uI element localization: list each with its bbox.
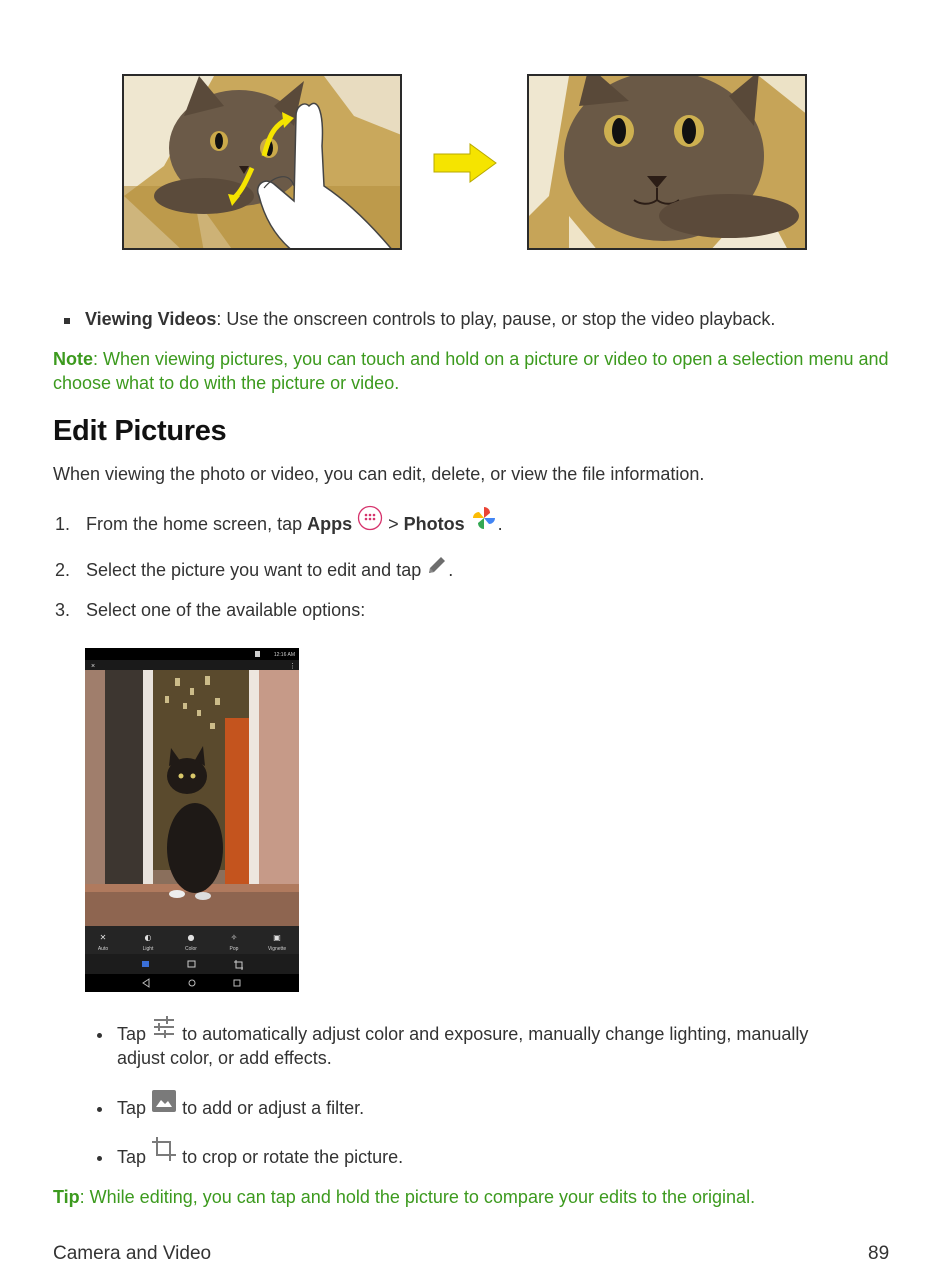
crop-icon: [151, 1136, 177, 1162]
note-label: Note: [53, 349, 93, 369]
step-number: 2.: [55, 560, 71, 580]
tool-label: Auto: [97, 946, 109, 952]
tip-paragraph: [53, 1185, 913, 1209]
option-tune-text2: adjust color, or add effects.: [117, 1048, 332, 1068]
tune-tab-icon[interactable]: [142, 961, 149, 967]
cat-photo-before: [122, 74, 402, 250]
step-number: 3.: [55, 600, 71, 620]
tool-label: Vignette: [267, 946, 287, 952]
filter-icon: [151, 1089, 177, 1113]
note-text: : When viewing pictures, you can touch and hold on a picture or video to open a selection menu and choose what to do with the picture or video.: [53, 349, 889, 393]
step-1-end: .: [497, 514, 503, 534]
step-2-end: .: [448, 560, 454, 580]
light-tool-icon[interactable]: ◐: [144, 933, 152, 942]
viewing-videos-item: [85, 307, 905, 331]
bullet-marker: [64, 318, 70, 324]
bullet-dot: [97, 1156, 102, 1161]
option-filter: [117, 1096, 897, 1120]
tune-icon: [151, 1015, 177, 1039]
step-1-separator: >: [383, 514, 404, 534]
step-1: [86, 512, 503, 536]
page-number: 89: [868, 1243, 890, 1264]
apps-label: Apps: [307, 514, 353, 534]
bullet-dot: [97, 1033, 102, 1038]
step-1-text: From the home screen, tap: [86, 514, 308, 534]
step-2: [86, 558, 453, 582]
option-crop: [117, 1145, 897, 1169]
option-tune: [117, 1022, 897, 1070]
more-icon[interactable]: ⋮: [289, 663, 296, 670]
pop-tool-icon[interactable]: ✧: [230, 933, 238, 942]
arrow-right-icon: [432, 142, 498, 184]
option-tune-text: to automatically adjust color and exposure, manually change lighting, manually: [182, 1024, 809, 1044]
step-number: 1.: [55, 514, 71, 534]
close-icon[interactable]: ×: [91, 663, 96, 670]
pencil-icon: [426, 554, 448, 576]
phone-screenshot: [85, 648, 299, 992]
option-tap: Tap: [117, 1024, 147, 1044]
bullet-dot: [97, 1107, 102, 1112]
apps-icon: [357, 505, 383, 531]
footer-section: Camera and Video: [53, 1243, 212, 1264]
step-3: Select one of the available options:: [86, 600, 366, 620]
tip-text: : While editing, you can tap and hold the picture to compare your edits to the original.: [79, 1187, 756, 1207]
option-crop-text: to crop or rotate the picture.: [182, 1147, 404, 1167]
vignette-tool-icon[interactable]: ▣: [273, 933, 281, 942]
viewing-videos-text: : Use the onscreen controls to play, pause, or stop the video playback.: [216, 309, 776, 329]
photos-pinwheel-icon: [470, 504, 498, 532]
option-tap: Tap: [117, 1098, 147, 1118]
option-tap: Tap: [117, 1147, 147, 1167]
viewing-videos-label: Viewing Videos: [85, 309, 217, 329]
tool-label: Pop: [229, 946, 239, 952]
tool-label: Color: [185, 946, 197, 952]
note-paragraph: [53, 347, 903, 395]
photos-label: Photos: [403, 514, 465, 534]
auto-tool-icon[interactable]: ✕: [99, 933, 107, 942]
tip-label: Tip: [53, 1187, 80, 1207]
section-intro: When viewing the photo or video, you can edit, delete, or view the file information.: [53, 464, 705, 484]
step-2-text: Select the picture you want to edit and tap: [86, 560, 427, 580]
status-time: 12:16 AM: [273, 652, 295, 658]
color-tool-icon[interactable]: ●: [187, 933, 195, 942]
section-title: Edit Pictures: [53, 415, 227, 447]
option-filter-text: to add or adjust a filter.: [182, 1098, 365, 1118]
cat-photo-after: [527, 74, 807, 250]
tool-label: Light: [142, 946, 154, 952]
